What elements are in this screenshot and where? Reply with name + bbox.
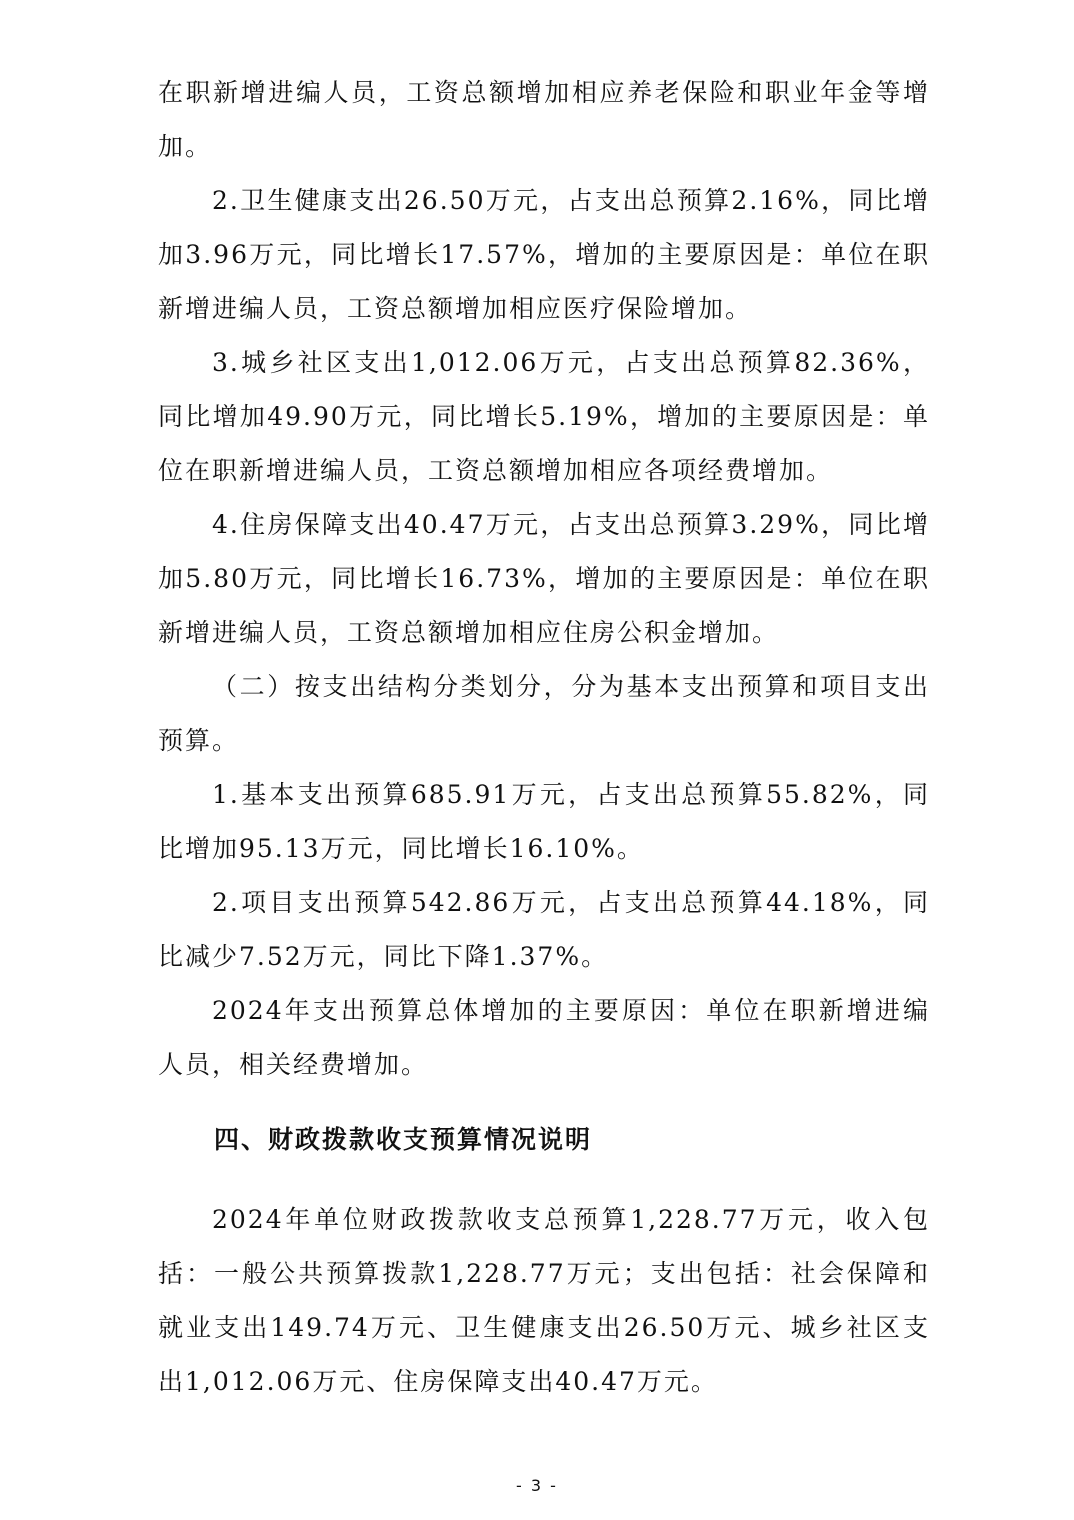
page-number: - 3 - xyxy=(516,1476,558,1495)
paragraph-overall-increase-reason: 2024年支出预算总体增加的主要原因：单位在职新增进编人员，相关经费增加。 xyxy=(158,996,930,1079)
paragraph-continuation: 在职新增进编人员，工资总额增加相应养老保险和职业年金等增加。 xyxy=(158,78,930,161)
paragraph-health-expenditure: 2.卫生健康支出26.50万元，占支出总预算2.16%，同比增加3.96万元，同比增长17.57%，增加的主要原因是：单位在职新增进编人员，工资总额增加相应医疗保险增加。 xyxy=(158,186,930,323)
paragraph-urban-rural-expenditure: 3.城乡社区支出1,012.06万元，占支出总预算82.36%，同比增加49.90万元，同比增长5.19%，增加的主要原因是：单位在职新增进编人员，工资总额增加相应各项经费增加。 xyxy=(158,348,930,485)
paragraph-project-expenditure: 2.项目支出预算542.86万元，占支出总预算44.18%，同比减少7.52万元，同比下降1.37%。 xyxy=(158,888,930,971)
paragraph-fiscal-appropriation: 2024年单位财政拨款收支总预算1,228.77万元，收入包括：一般公共预算拨款1,228.77万元；支出包括：社会保障和就业支出149.74万元、卫生健康支出26.50万元、城乡社区支出1,012.06万元、住房保障支出40.47万元。 xyxy=(158,1205,930,1396)
paragraph-basic-expenditure: 1.基本支出预算685.91万元，占支出总预算55.82%，同比增加95.13万元，同比增长16.10%。 xyxy=(158,780,930,863)
paragraph-housing-expenditure: 4.住房保障支出40.47万元，占支出总预算3.29%，同比增加5.80万元，同比增长16.73%，增加的主要原因是：单位在职新增进编人员，工资总额增加相应住房公积金增加。 xyxy=(158,510,930,647)
section-heading: 四、财政拨款收支预算情况说明 xyxy=(214,1125,593,1154)
paragraph-structure-classification: （二）按支出结构分类划分，分为基本支出预算和项目支出预算。 xyxy=(158,672,930,755)
